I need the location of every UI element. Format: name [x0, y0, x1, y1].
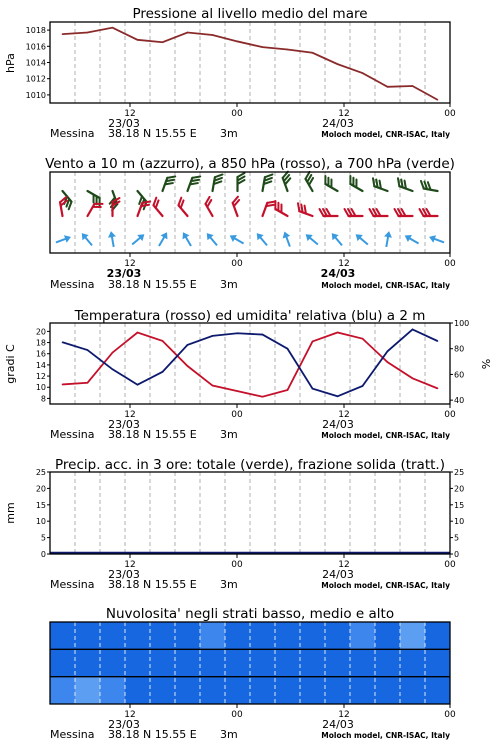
cloud-cell	[50, 622, 76, 650]
date-label: 24/03	[320, 267, 356, 280]
wind-barb	[263, 173, 273, 192]
temperature-line-point	[262, 396, 264, 398]
y2-tick-label: 20	[454, 484, 465, 494]
plot-frame	[50, 172, 450, 253]
date-label: 23/03	[106, 267, 142, 280]
pressure-line-point	[212, 34, 214, 36]
cloud-cell	[250, 677, 276, 705]
pressure-line-point	[437, 99, 439, 101]
pressure-line-point	[137, 39, 139, 41]
wind-barb	[281, 172, 294, 191]
footer-elevation: 3m	[220, 428, 238, 441]
cloud-cell	[300, 649, 326, 677]
date-label: 23/03	[108, 418, 140, 431]
cloud-cell	[100, 677, 126, 705]
wind-arrow	[79, 231, 95, 248]
y2-tick-label: 15	[454, 500, 465, 510]
humidity-line-point	[137, 384, 139, 386]
x-tick-label: 12	[124, 109, 136, 119]
pressure-line-point	[187, 32, 189, 34]
cloud-cell	[250, 649, 276, 677]
cloud-cell	[100, 649, 126, 677]
cloud-cell	[300, 622, 326, 650]
wind-barb	[272, 201, 291, 216]
footer-elevation: 3m	[220, 728, 238, 741]
footer-coords: 38.18 N 15.55 E	[108, 728, 197, 741]
wind-barb	[345, 209, 363, 216]
x-tick-label: 12	[338, 560, 350, 570]
wind-arrow	[353, 231, 370, 247]
cloud-cell	[75, 649, 101, 677]
date-label: 23/03	[108, 117, 140, 130]
footer-location: Messina	[50, 127, 95, 140]
temperature-line-point	[337, 332, 339, 334]
pressure-line-point	[162, 41, 164, 43]
wind-barb	[176, 198, 193, 216]
footer-elevation: 3m	[220, 278, 238, 291]
wind-panel	[45, 156, 456, 291]
temperature-line-point	[437, 388, 439, 390]
cloud-cell	[125, 649, 151, 677]
x-tick-label: 00	[231, 259, 243, 269]
humidity-line-point	[262, 334, 264, 336]
wind-arrow	[382, 230, 393, 247]
humidity-line-point	[187, 344, 189, 346]
y-axis-label: gradi C	[4, 344, 17, 384]
cloud-cell	[375, 649, 401, 677]
panel-title: Precip. acc. in 3 ore: totale (verde), frazione solida (tratt.)	[55, 457, 445, 473]
pressure-line-point	[312, 52, 314, 54]
temperature-line-point	[87, 382, 89, 384]
wind-arrow	[107, 230, 118, 247]
temperature-line-point	[287, 389, 289, 391]
humidity-line-point	[437, 340, 439, 342]
wind-arrow	[55, 233, 73, 246]
wind-barb	[304, 172, 319, 191]
cloud-cell	[250, 622, 276, 650]
x-tick-label: 00	[231, 560, 243, 570]
x-tick-label: 12	[124, 560, 136, 570]
humidity-line-point	[237, 332, 239, 334]
wind-barb-shaft	[88, 204, 95, 216]
wind-arrow	[303, 231, 320, 247]
cloud-cell	[275, 677, 301, 705]
cloud-cell	[425, 622, 451, 650]
wind-barb	[420, 181, 439, 191]
temperature-line-point	[112, 352, 114, 354]
wind-arrow	[180, 230, 195, 248]
x-tick-label: 12	[338, 259, 350, 269]
y-tick-label: 14	[35, 360, 46, 370]
cloud-cell	[175, 677, 201, 705]
cloud-cell	[200, 649, 226, 677]
pressure-line-point	[337, 63, 339, 65]
y2-tick-label: 100	[454, 319, 470, 328]
x-tick-label: 12	[124, 410, 136, 420]
wind-arrow-head	[161, 230, 171, 239]
date-label: 23/03	[108, 718, 140, 731]
wind-arrow	[228, 232, 246, 247]
y-tick-label: 16	[35, 349, 46, 359]
pressure-panel	[4, 6, 456, 140]
wind-barb	[163, 174, 176, 193]
panel-title: Pressione al livello medio del mare	[132, 6, 368, 22]
cloud-cell	[325, 622, 351, 650]
cloud-cell	[400, 622, 426, 650]
temperature-line-point	[312, 341, 314, 343]
y2-tick-label: 10	[454, 517, 465, 527]
y2-tick-label: 40	[454, 396, 465, 406]
wind-arrow-head	[428, 233, 436, 243]
wind-arrow	[329, 231, 345, 248]
footer-elevation: 3m	[220, 127, 238, 140]
date-label: 24/03	[322, 718, 354, 731]
wind-arrow	[403, 232, 421, 247]
wind-barb	[57, 191, 74, 209]
cloud-cell	[125, 622, 151, 650]
temperature-line-point	[362, 338, 364, 340]
wind-arrow-head	[228, 232, 237, 242]
humidity-line-point	[362, 385, 364, 387]
temperature-panel	[4, 308, 493, 441]
y2-tick-label: 60	[454, 370, 465, 380]
footer-location: Messina	[50, 428, 95, 441]
y2-tick-label: 80	[454, 344, 465, 354]
cloud-cell	[275, 622, 301, 650]
x-tick-label: 12	[338, 109, 350, 119]
wind-barb	[238, 173, 245, 191]
cloud-cell	[300, 677, 326, 705]
x-tick-label: 00	[231, 109, 243, 119]
wind-arrow-head	[281, 230, 291, 238]
humidity-line-point	[212, 335, 214, 337]
y-tick-label: 12	[35, 372, 46, 382]
temperature-line-point	[137, 332, 139, 334]
humidity-line-point	[287, 348, 289, 350]
footer-location: Messina	[50, 278, 95, 291]
cloud-cell	[325, 649, 351, 677]
panel-title: Vento a 10 m (azzurro), a 850 hPa (rosso), a 700 hPa (verde)	[45, 156, 455, 172]
wind-barb	[320, 209, 338, 216]
wind-barb-shaft	[179, 205, 188, 216]
y-tick-label: 1018	[25, 26, 46, 36]
temperature-line-point	[187, 365, 189, 367]
temperature-line-point	[62, 384, 64, 386]
x-tick-label: 00	[444, 259, 456, 269]
plot-frame	[50, 472, 450, 554]
cloud-panel	[50, 606, 456, 741]
y-tick-label: 15	[35, 500, 46, 510]
wind-barb	[213, 173, 223, 192]
cloud-cell	[200, 677, 226, 705]
y-tick-label: 20	[35, 327, 46, 337]
x-tick-label: 00	[444, 410, 456, 420]
x-tick-label: 12	[338, 410, 350, 420]
wind-barb	[231, 197, 244, 216]
cloud-cell	[350, 622, 376, 650]
cloud-cell	[400, 677, 426, 705]
footer-coords: 38.18 N 15.55 E	[108, 578, 197, 591]
y-tick-label: 18	[35, 338, 46, 348]
footer-coords: 38.18 N 15.55 E	[108, 127, 197, 140]
wind-arrow-head	[64, 233, 72, 243]
cloud-cell	[400, 649, 426, 677]
y-tick-label: 10	[35, 383, 46, 393]
wind-arrow	[428, 233, 446, 246]
date-label: 24/03	[322, 568, 354, 581]
wind-barb	[371, 178, 390, 191]
y-tick-label: 1014	[25, 58, 46, 68]
y-tick-label: 10	[35, 517, 46, 527]
x-tick-label: 00	[231, 410, 243, 420]
cloud-cell	[50, 649, 76, 677]
precipitation-panel	[4, 457, 464, 591]
footer-credit: Moloch model, CNR-ISAC, Italy	[321, 130, 450, 139]
pressure-line-point	[112, 27, 114, 29]
humidity-line-point	[112, 368, 114, 370]
wind-barb	[370, 209, 388, 216]
x-tick-label: 00	[444, 560, 456, 570]
temperature-line-point	[237, 390, 239, 392]
pressure-line-point	[87, 32, 89, 34]
humidity-line-point	[387, 350, 389, 352]
panel-title: Nuvolosita' negli strati basso, medio e alto	[105, 606, 395, 622]
wind-arrow-head	[180, 230, 190, 239]
wind-barb	[151, 198, 168, 216]
y-tick-label: 1016	[25, 42, 46, 52]
wind-arrow-head	[107, 230, 116, 237]
humidity-line-point	[62, 341, 64, 343]
cloud-cell	[350, 649, 376, 677]
pressure-line-point	[362, 72, 364, 74]
cloud-cell	[100, 622, 126, 650]
cloud-cell	[375, 677, 401, 705]
x-tick-label: 12	[338, 710, 350, 720]
wind-barb	[395, 209, 413, 216]
wind-arrow	[204, 231, 220, 248]
footer-credit: Moloch model, CNR-ISAC, Italy	[321, 581, 450, 590]
wind-barb-shaft	[263, 203, 268, 216]
temperature-line-point	[387, 361, 389, 363]
pressure-line-point	[262, 46, 264, 48]
wind-barb	[396, 178, 415, 191]
wind-arrow-head	[403, 232, 412, 242]
cloud-cell	[150, 622, 176, 650]
pressure-line-point	[237, 41, 239, 43]
plot-frame	[50, 22, 450, 103]
cloud-cell	[175, 622, 201, 650]
date-label: 24/03	[322, 418, 354, 431]
humidity-line-point	[87, 349, 89, 351]
cloud-cell	[350, 677, 376, 705]
cloud-cell	[225, 677, 251, 705]
cloud-cell	[50, 677, 76, 705]
x-tick-label: 00	[444, 710, 456, 720]
wind-arrow	[281, 230, 294, 248]
cloud-cell	[75, 622, 101, 650]
wind-barb	[188, 174, 201, 193]
footer-coords: 38.18 N 15.55 E	[108, 428, 197, 441]
cloud-cell	[425, 649, 451, 677]
cloud-cell	[275, 649, 301, 677]
wind-arrow	[130, 231, 147, 247]
cloud-cell	[175, 649, 201, 677]
cloud-cell	[225, 649, 251, 677]
footer-coords: 38.18 N 15.55 E	[108, 278, 197, 291]
cloud-cell	[375, 622, 401, 650]
y-tick-label: 8	[40, 394, 46, 404]
wind-barb	[296, 203, 315, 216]
cloud-cell	[75, 677, 101, 705]
footer-location: Messina	[50, 578, 95, 591]
y2-tick-label: 5	[454, 533, 460, 543]
footer-credit: Moloch model, CNR-ISAC, Italy	[321, 281, 450, 290]
y2-tick-label: 0	[454, 550, 460, 559]
footer-location: Messina	[50, 728, 95, 741]
cloud-cell	[225, 622, 251, 650]
x-tick-label: 12	[124, 710, 136, 720]
cloud-cell	[200, 622, 226, 650]
pressure-line-point	[412, 85, 414, 87]
y-axis-label: mm	[4, 502, 17, 524]
y-tick-label: 5	[40, 533, 46, 543]
cloud-cell	[425, 677, 451, 705]
pressure-line-point	[287, 49, 289, 51]
x-tick-label: 12	[124, 259, 136, 269]
cloud-cell	[125, 677, 151, 705]
wind-arrow	[254, 231, 270, 248]
footer-credit: Moloch model, CNR-ISAC, Italy	[321, 731, 450, 740]
date-label: 23/03	[108, 568, 140, 581]
y-tick-label: 25	[35, 468, 46, 477]
y-tick-label: 1012	[25, 74, 46, 84]
wind-barb	[263, 199, 276, 218]
temperature-line-point	[212, 385, 214, 387]
x-tick-label: 00	[444, 109, 456, 119]
panel-title: Temperatura (rosso) ed umidita' relativa (blu) a 2 m	[74, 308, 426, 324]
humidity-line-point	[412, 329, 414, 331]
humidity-line-point	[337, 395, 339, 397]
footer-elevation: 3m	[220, 578, 238, 591]
wind-barb-shaft	[138, 203, 143, 216]
temperature-line-point	[162, 340, 164, 342]
y-tick-label: 20	[35, 484, 46, 494]
x-tick-label: 00	[231, 710, 243, 720]
y-tick-label: 0	[40, 550, 46, 559]
y-axis-label: %	[480, 358, 493, 370]
footer-credit: Moloch model, CNR-ISAC, Italy	[321, 431, 450, 440]
y-tick-label: 1010	[25, 90, 46, 100]
wind-barb	[204, 197, 219, 216]
wind-arrow-head	[384, 230, 393, 237]
cloud-cell	[150, 677, 176, 705]
temperature-line-point	[412, 378, 414, 380]
pressure-line-point	[62, 33, 64, 35]
humidity-line-point	[312, 388, 314, 390]
y-axis-label: hPa	[4, 53, 17, 73]
wind-arrow	[156, 230, 171, 248]
wind-barb-shaft	[154, 205, 163, 216]
y2-tick-label: 25	[454, 468, 465, 477]
date-label: 24/03	[322, 117, 354, 130]
cloud-cell	[325, 677, 351, 705]
cloud-cell	[150, 649, 176, 677]
wind-barb	[420, 209, 438, 216]
pressure-line-point	[387, 86, 389, 88]
humidity-line-point	[162, 371, 164, 373]
